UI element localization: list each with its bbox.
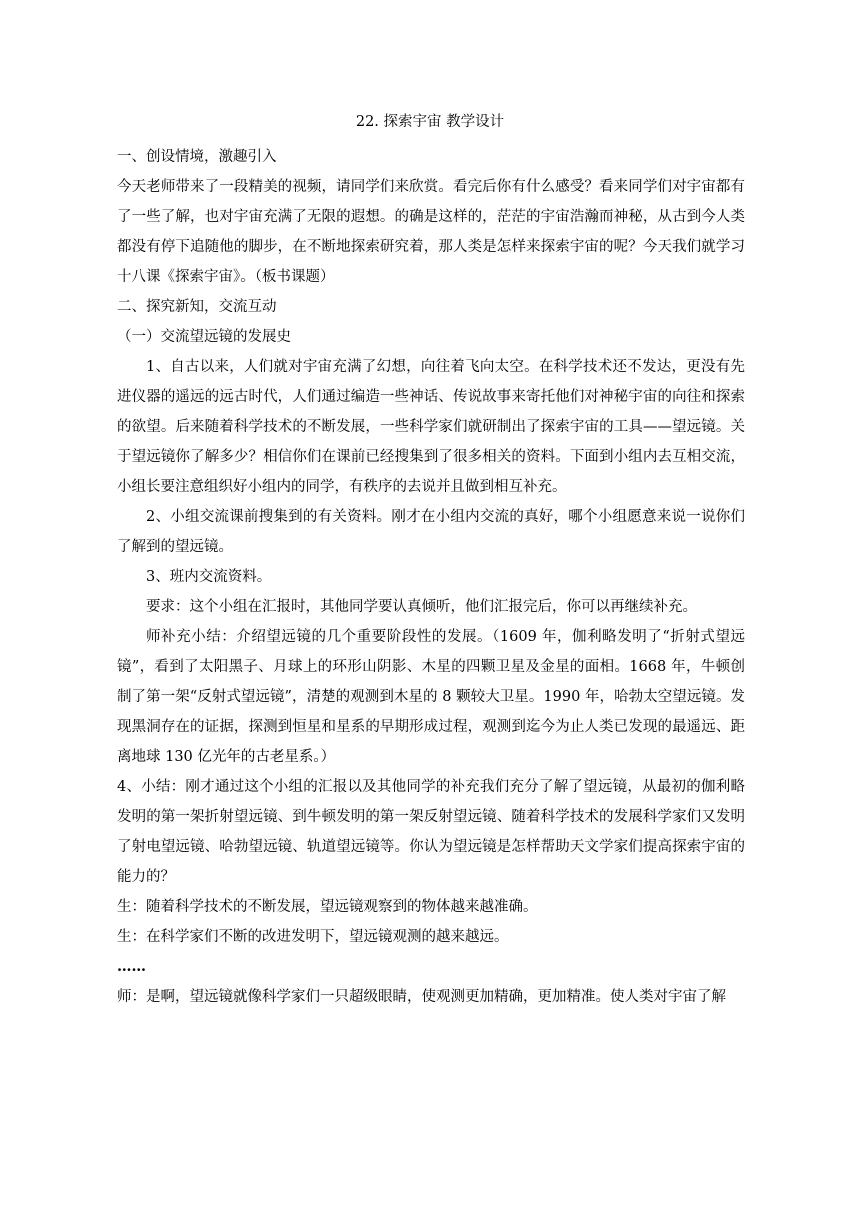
section-heading-intro: 一、创设情境，激趣引入 xyxy=(117,149,277,165)
subsection-heading-telescope: （一）交流望远镜的发展史 xyxy=(117,329,291,345)
paragraph-intro-text: 今天老师带来了一段精美的视频，请同学们来欣赏。看完后你有什么感受？看来同学们对宇宙都有了一些了解，也对宇宙充满了无限的遐想。的确是这样的，茫茫的宇宙浩瀚而神秘，从古到今人类都没有停下追随他的脚步，在不断地探索研究着，那人类是怎样来探索宇宙的呢？今天我们就学习十八课《探索宇宙》。（板书课题） xyxy=(117,179,745,285)
paragraph-requirement: 要求：这个小组在汇报时，其他同学要认真倾听，他们汇报完后，你可以再继续补充。 xyxy=(146,599,697,615)
document-title: 22. 探索宇宙 教学设计 xyxy=(355,114,505,130)
paragraph-student-answer-2: 生：在科学家们不断的改进发明下，望远镜观测的越来越远。 xyxy=(117,929,509,945)
paragraph-step-2: 2、小组交流课前搜集到的有关资料。刚才在小组内交流的真好，哪个小组愿意来说一说你们了解到的望远镜。 xyxy=(117,509,745,555)
paragraph-teacher-remark: 师：是啊，望远镜就像科学家们一只超级眼睛，使观测更加精确，更加精准。使人类对宇宙了解 xyxy=(117,989,726,1005)
paragraph-step-1: 1、自古以来，人们就对宇宙充满了幻想，向往着飞向太空。在科学技术还不发达，更没有先进仪器的遥远的远古时代，人们通过编造一些神话、传说故事来寄托他们对神秘宇宙的向往和探索的欲望。后来随着科学技术的不断发展，一些科学家们就研制出了探索宇宙的工具——望远镜。关于望远镜你了解多少？相信你们在课前已经搜集到了很多相关的资料。下面到小组内去互相交流，小组长要注意组织好小组内的同学，有秩序的去说并且做到相互补充。 xyxy=(117,359,745,495)
paragraph-step-4-summary: 4、小结：刚才通过这个小组的汇报以及其他同学的补充我们充分了解了望远镜，从最初的伽利略发明的第一架折射望远镜、到牛顿发明的第一架反射望远镜、随着科学技术的发展科学家们又发明了射电望远镜、哈勃望远镜、轨道望远镜等。你认为望远镜是怎样帮助天文学家们提高探索宇宙的能力的？ xyxy=(117,779,745,885)
paragraph-teacher-summary: 师补充小结：介绍望远镜的几个重要阶段性的发展。（1609 年，伽利略发明了“折射式望远镜”，看到了太阳黑子、月球上的环形山阴影、木星的四颗卫星及金星的面相。1668 年，牛顿创制了第一架“反射式望远镜”，清楚的观测到木星的 8 颗较大卫星。1990 年，哈勃太空望远镜。发现黑洞存在的证据，探测到恒星和星系的早期形成过程，观测到迄今为止人类已发现的最遥远、距离地球 130 亿光年的古老星系。） xyxy=(117,629,745,765)
document-body xyxy=(117,142,745,1012)
paragraph-ellipsis: …… xyxy=(117,958,146,975)
section-heading-explore: 二、探究新知，交流互动 xyxy=(117,299,277,315)
paragraph-step-3: 3、班内交流资料。 xyxy=(146,569,272,585)
paragraph-student-answer-1: 生：随着科学技术的不断发展，望远镜观察到的物体越来越准确。 xyxy=(117,899,538,915)
